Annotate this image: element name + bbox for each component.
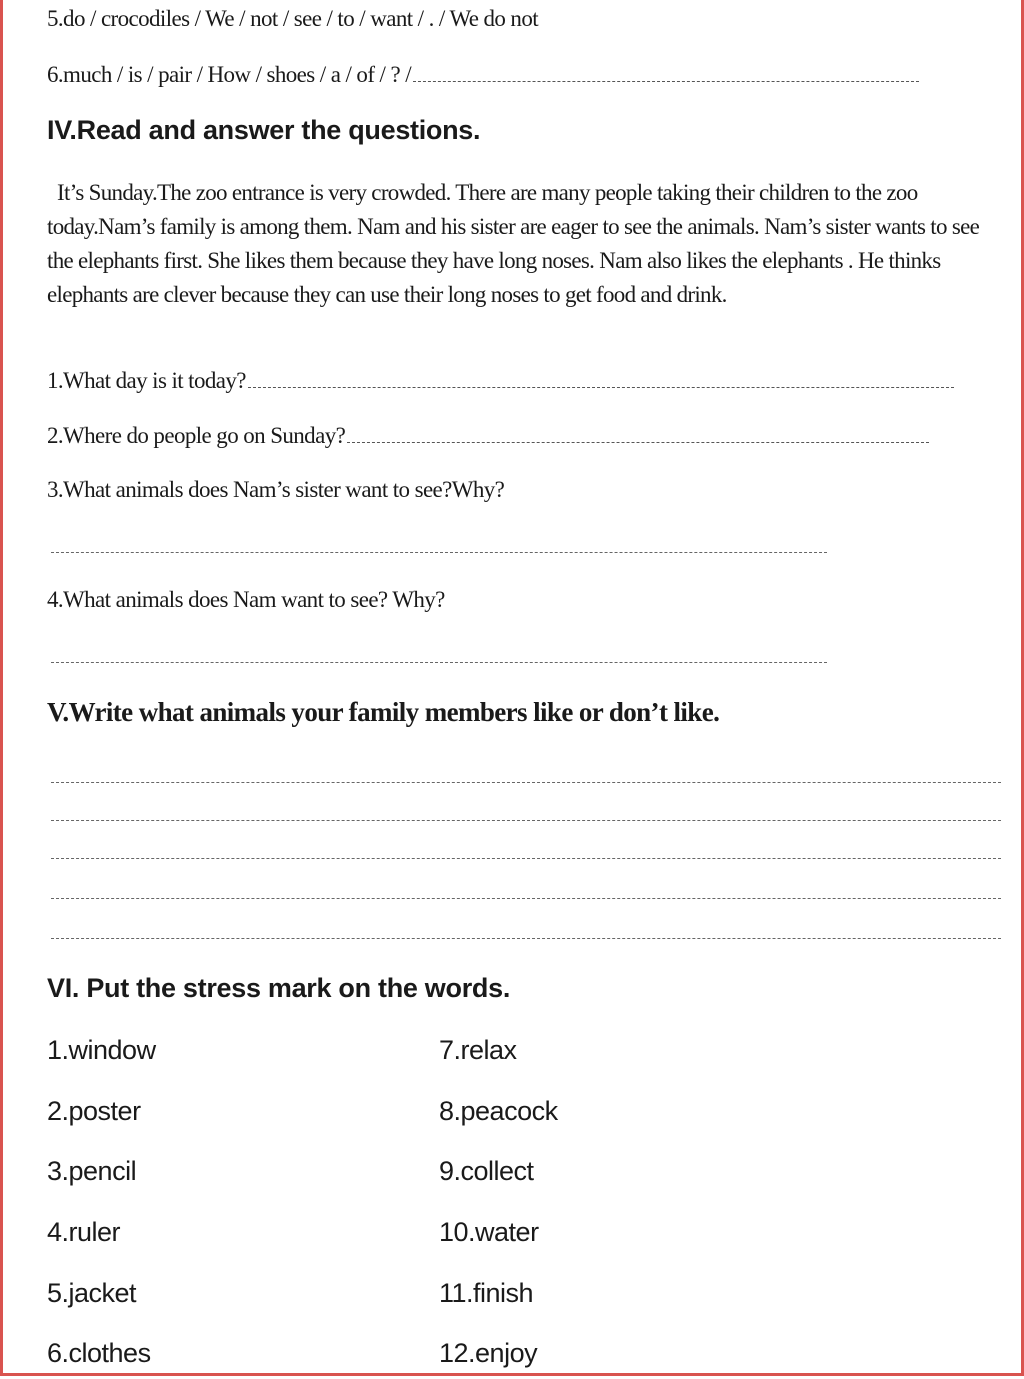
answer-line[interactable] [248, 386, 954, 388]
question-1 [47, 368, 954, 394]
question-3: 3.What animals does Nam’s sister want to see?Why? [47, 477, 505, 502]
stress-word[interactable]: 10.water [439, 1217, 539, 1247]
answer-line[interactable] [347, 441, 929, 443]
stress-word[interactable]: 12.enjoy [439, 1338, 538, 1368]
section-6-heading: VI. Put the stress mark on the words. [47, 973, 511, 1003]
writing-line[interactable] [51, 898, 1001, 899]
reorder-item-5-text: 5.do / crocodiles / We / not / see / to / want / . / We do not [47, 6, 539, 31]
stress-word[interactable]: 7.relax [439, 1035, 517, 1065]
question-4: 4.What animals does Nam want to see? Why? [47, 587, 445, 612]
writing-line[interactable] [51, 782, 1001, 783]
stress-word[interactable]: 1.window [47, 1035, 156, 1065]
writing-line[interactable] [51, 858, 1001, 859]
section-5-heading: V.Write what animals your family members like or don’t like. [47, 697, 720, 727]
writing-line[interactable] [51, 820, 1001, 821]
stress-word[interactable]: 11.finish [439, 1278, 534, 1308]
answer-line[interactable] [51, 662, 827, 663]
stress-word[interactable]: 2.poster [47, 1096, 141, 1126]
stress-word[interactable]: 3.pencil [47, 1156, 137, 1186]
reorder-item-5 [47, 6, 538, 32]
question-2 [47, 423, 929, 449]
stress-word[interactable]: 9.collect [439, 1156, 534, 1186]
stress-word[interactable]: 8.peacock [439, 1096, 558, 1126]
question-1-text: 1.What day is it today? [47, 368, 246, 393]
stress-word[interactable]: 5.jacket [47, 1278, 137, 1308]
stress-word[interactable]: 4.ruler [47, 1217, 121, 1247]
section-4-heading: IV.Read and answer the questions. [47, 115, 481, 145]
writing-line[interactable] [51, 938, 1001, 939]
answer-line[interactable] [413, 80, 919, 82]
answer-line[interactable] [51, 552, 827, 553]
question-2-text: 2.Where do people go on Sunday? [47, 423, 346, 448]
reorder-item-6-text: 6.much / is / pair / How / shoes / a / of / ? / [47, 62, 412, 87]
reading-passage: It’s Sunday.The zoo entrance is very crowded. There are many people taking their children to the zoo today.Nam’s family is among them. Nam and his sister are eager to see the animals. Nam’s sister wants to see the elephants first. She likes them because they have long noses. Nam also likes the elephants . He thinks elephants are clever because they can use their long noses to get food and drink. [47, 180, 980, 307]
reorder-item-6 [47, 62, 919, 88]
stress-word[interactable]: 6.clothes [47, 1338, 151, 1368]
